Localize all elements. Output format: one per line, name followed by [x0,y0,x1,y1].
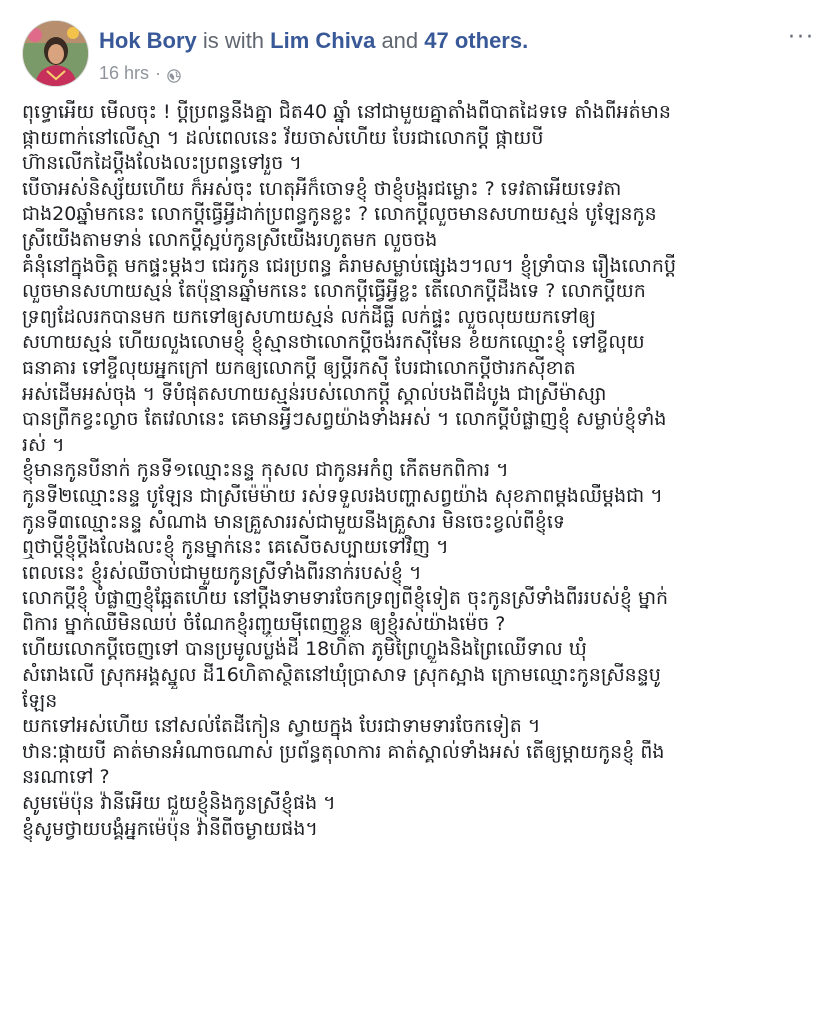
post-text-line: បានព្រឹកខ្វះល្ងាច តែវេលានេះ គេមានអ្វីៗសព្វយ៉ាងទាំងអស់ ។ លោកប្តីបំផ្លាញខ្ញុំ សម្លាប់ខ្ញុំទាំង [22,408,667,431]
post-text-line: កូនទី៣ឈ្មោះនន្ទ សំណាង មានគ្រួសាររស់ជាមួយនឹងគ្រួសារ មិនចេះខ្វល់ពីខ្ញុំទេ [22,510,565,533]
post-text-line: ឋានៈផ្កាយបី គាត់មានអំណាចណាស់ ប្រព័ន្ធតុលាការ គាត់ស្គាល់ទាំងអស់ តើឲ្យម្តាយកូនខ្ញុំ ពឹង [22,740,665,763]
post-header [0,0,829,100]
post-text-line: ហ៊ានលើកដៃប្តឹងលែងលះប្រពន្ធទៅរួច ។ [22,152,302,175]
post-timestamp[interactable]: 16 hrs [99,63,150,83]
post-text-line: នរណាទៅ ? [22,766,110,789]
post-text-line: ខ្ញុំមានកូនបីនាក់ កូនទី១ឈ្មោះនន្ទ កុសល ជាកូនអកំព្ញ កើតមកពិការ ។ [22,459,509,482]
avatar[interactable] [22,20,89,87]
author-line [99,27,528,55]
post-text-line: ផ្កាយពាក់នៅលើស្មា ។ ដល់ពេលនេះ វ័យចាស់ហើយ បែរជាលោកប្តី ផ្កាយបី [22,126,544,149]
post-text-line: យកទៅអស់ហើយ នៅសល់តែដីកៀន ស្វាយក្នុង បែរជាទាមទារចែកទៀត ។ [22,715,541,738]
post-meta [99,62,181,84]
post-text-line: រស់ ។ [22,433,65,456]
post-text-line: ពេលនេះ ខ្ញុំរស់ឈឺចាប់ជាមួយកូនស្រីទាំងពីរនាក់របស់ខ្ញុំ ។ [22,561,422,584]
others-link[interactable]: 47 others. [424,28,529,53]
post-text-line: ធនាគារ ទៅខ្ចីលុយអ្នកក្រៅ យកឲ្យលោកប្តី ឲ្យប្តីរកស៊ី បែរជាលោកប្តីថារកស៊ីខាត [22,356,576,379]
post-text-line: អស់ដើមអស់ចុង ។ ទីបំផុតសហាយស្មន់របស់លោកប្តី ស្គាល់បងពីដំបូង ជាស្រីម៉ាស្សា [22,382,607,405]
post-text-line: សំរោងលើ ស្រុកអង្គស្នួល ដី16ហិតាស្ថិតនៅឃុំប្រាសាទ ស្រុកស្អាង ក្រោមឈ្មោះកូនស្រីនន្ទបូ [22,664,661,687]
post-text-line: បើចាអស់និស្ស័យហើយ ក៏អស់ចុះ ហេតុអីក៏ចោទខ្ញុំ ថាខ្ញុំបង្ករជម្លោះ ? ទេវតាអើយទេវតា [22,177,622,200]
post-text-line: សហាយស្មន់ ហើយលួងលោមខ្ញុំ ខ្ញុំស្មានថាលោកប្តីចង់រកស៊ីមែន ខំយកឈ្មោះខ្ញុំ ទៅខ្ចីលុយ [22,331,645,354]
post-text-line: ខ្ញុំសូមថ្វាយបង្គំអ្នកម៉េប៉ុន វ៉ានីពីចម្ងាយផង។ [22,817,318,840]
post-body-text [22,100,812,842]
post-text-line: ទ្រព្យដែលរកបានមក យកទៅឲ្យសហាយស្មន់ លក់ដីធ្លី លក់ផ្ទះ លួចលុយយកទៅឲ្យ [22,305,596,328]
and-text: and [381,28,419,53]
post-text-line: លោកប្តីខ្ញុំ បំផ្លាញខ្ញុំឆ្អែតហើយ នៅប្តឹងទាមទារចែកទ្រព្យពីខ្ញុំទៀត ចុះកូនស្រីទាំងពីររបស់ខ្ញុំ ម្នាក់ [22,587,669,610]
post-text-line: ស្រីយើងតាមទាន់ លោកប្តីស្អប់កូនស្រីយើងរហូតមក លួចចង [22,228,438,251]
avatar-image [23,21,88,86]
tagged-friend-link[interactable]: Lim Chiva [270,28,376,53]
with-text: is with [202,28,265,53]
post-text-line: ឮថាប្តីខ្ញុំប្តឹងលែងលះខ្ញុំ កូនម្នាក់នេះ គេសើចសប្បាយទៅវិញ ។ [22,536,449,559]
post-text-line: លួចមានសហាយស្មន់ តែប៉ុន្មានឆ្នាំមកនេះ លោកប្តីធ្វើអ្វីខ្លះ តើលោកប្តីដឹងទេ ? លោកប្តីយក [22,280,646,303]
post-text-line: កូនទី២ឈ្មោះនន្ទ បូឡែន ជាស្រីម៉េម៉ាយ រស់ទទួលរងបញ្ហាសព្វយ៉ាង សុខភាពម្តងឈឺម្តងជា ។ [22,484,663,507]
post-text-line: ជាង20ឆ្នាំមកនេះ លោកប្តីធ្វើអ្វីដាក់ប្រពន្ធកូនខ្លះ ? លោកប្តីលួចមានសហាយស្មន់ បូឡែនកូន [22,203,657,226]
post-text-line: ពិការ ម្នាក់ឈឺមិនឈប់ ចំណែកខ្ញុំរញ្ជួយម៉ីពេញខ្លួន ឲ្យខ្ញុំរស់យ៉ាងម៉េច ? [22,612,506,635]
globe-icon[interactable] [167,66,181,80]
meta-separator: · [155,63,162,83]
post-text-line: ពុទ្ធោអើយ មើលចុះ ! ប្តីប្រពន្ធនឹងគ្នា ជិត40 ឆ្នាំ នៅជាមួយគ្នាតាំងពីបាតដៃទទេ តាំងពីអត់មាន [22,101,671,123]
more-options-button[interactable]: ··· [788,25,815,50]
post-text-line: ហើយលោកប្តីចេញទៅ បានប្រមូលប្លង់ដី 18ហិតា ភូមិព្រៃហ្លួងនិងព្រៃឈើទាល ឃុំ [22,638,587,661]
author-name-link[interactable]: Hok Bory [99,28,197,53]
post-text-line: សូមម៉េប៉ុន វ៉ានីអើយ ជួយខ្ញុំនិងកូនស្រីខ្ញុំផង ។ [22,792,336,815]
post-text-line: គំនុំនៅក្នុងចិត្ត មកផ្ទះម្តងៗ ជេរកូន ជេរប្រពន្ធ គំរាមសម្លាប់ផ្សេងៗ។ល។ ខ្ញុំទ្រាំបាន រឿងលោកប្តី [22,254,677,277]
post-text-line: ឡែន [22,689,58,712]
